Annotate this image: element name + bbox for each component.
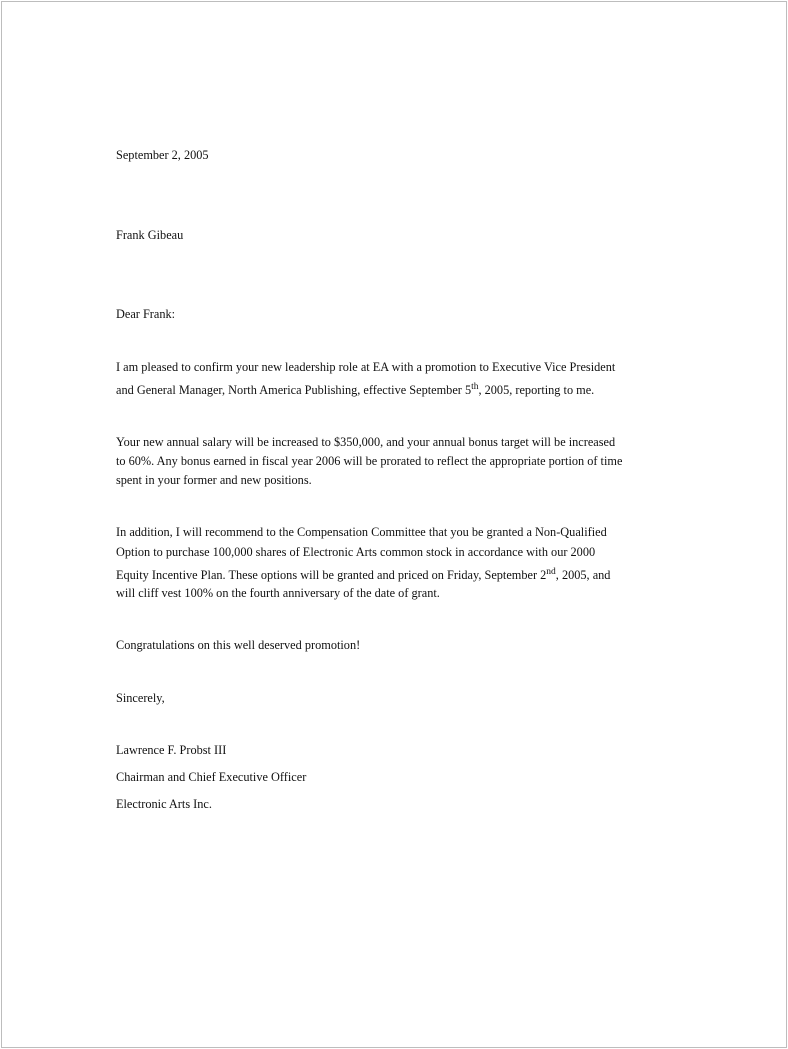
text-segment: , 2005, and — [555, 568, 611, 582]
paragraph-line: will cliff vest 100% on the fourth anniversary of the date of grant. — [116, 586, 440, 600]
signer-title: Chairman and Chief Executive Officer — [116, 770, 307, 784]
text-segment: Equity Incentive Plan. These options will be granted and priced on Friday, September 2 — [116, 568, 547, 582]
signer-name: Lawrence F. Probst III — [116, 743, 227, 757]
text-segment: and General Manager, North America Publishing, effective September 5 — [116, 383, 472, 397]
congratulations-line: Congratulations on this well deserved promotion! — [116, 638, 361, 652]
paragraph-line: In addition, I will recommend to the Compensation Committee that you be granted a Non-Qualified — [116, 525, 607, 539]
letter-date: September 2, 2005 — [116, 148, 209, 162]
paragraph-line: spent in your former and new positions. — [116, 473, 312, 487]
closing: Sincerely, — [116, 691, 165, 705]
text-segment: , 2005, reporting to me. — [478, 383, 595, 397]
paragraph-line — [116, 568, 610, 582]
paragraph-line: to 60%. Any bonus earned in fiscal year 2006 will be prorated to reflect the appropriate portion of time — [116, 454, 623, 468]
letter-page — [1, 1, 787, 1048]
signer-company: Electronic Arts Inc. — [116, 797, 212, 811]
salutation: Dear Frank: — [116, 307, 176, 321]
paragraph-line: Option to purchase 100,000 shares of Electronic Arts common stock in accordance with our 2000 — [116, 545, 596, 559]
recipient-name: Frank Gibeau — [116, 228, 184, 242]
paragraph-line: I am pleased to confirm your new leadership role at EA with a promotion to Executive Vice President — [116, 360, 616, 374]
paragraph-line: Your new annual salary will be increased to $350,000, and your annual bonus target will be increased — [116, 435, 616, 449]
paragraph-line — [116, 383, 594, 397]
ordinal-suffix: th — [471, 382, 479, 392]
ordinal-suffix: nd — [546, 567, 556, 577]
